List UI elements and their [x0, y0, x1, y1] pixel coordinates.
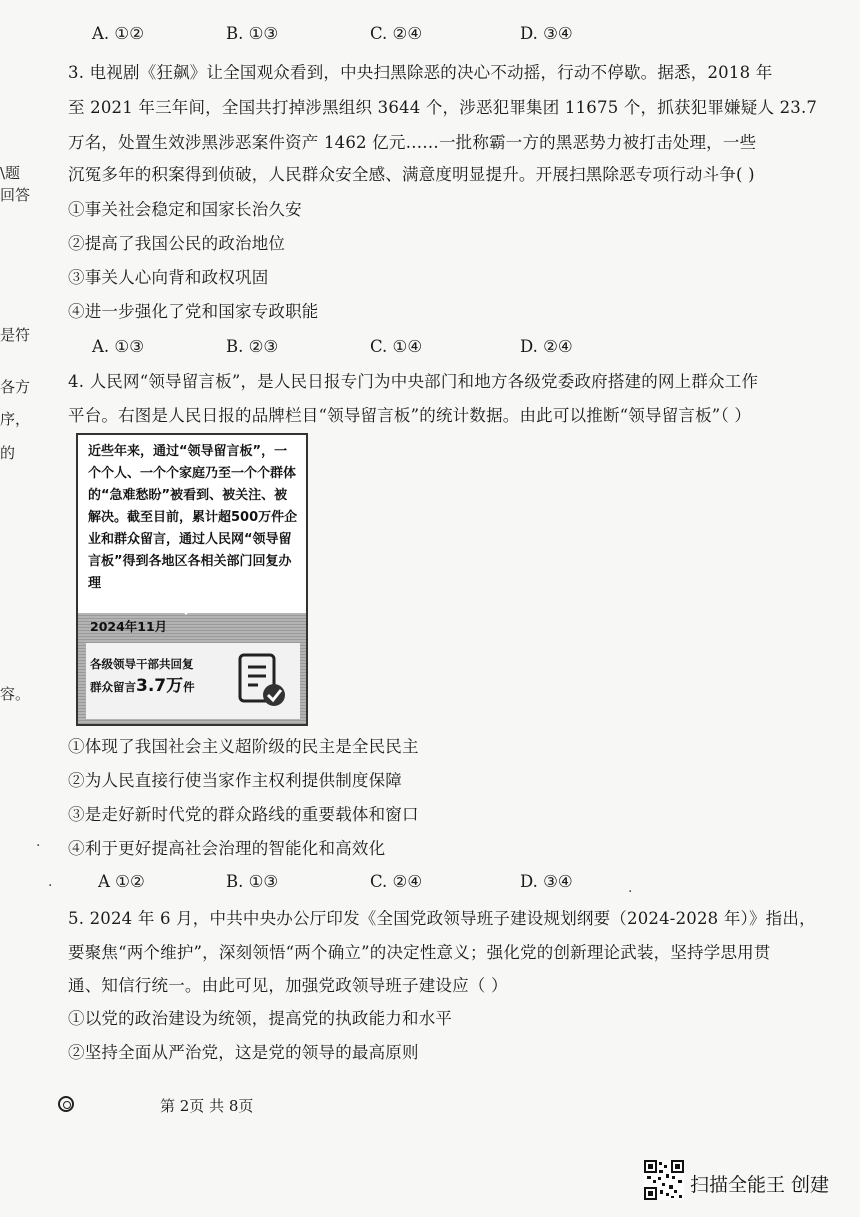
figure-stat-text [90, 653, 240, 698]
stat-prefix: 各级领导干部共回复 [90, 657, 194, 671]
stat-suffix: 件 [183, 680, 195, 694]
option-c: C. ②④ [370, 872, 423, 891]
q4-statement: ④利于更好提高社会治理的智能化和高效化 [68, 839, 386, 858]
speech-bubble-tail [174, 601, 198, 615]
q5-statement: ②坚持全面从严治党，这是党的领导的最高原则 [68, 1043, 419, 1062]
option-a: A. ①② [92, 24, 144, 43]
q5-stem-line: 通、知信行统一。由此可见，加强党政领导班子建设应（ ） [68, 976, 508, 995]
option-b: B. ①③ [226, 24, 279, 43]
q3-stem-line: 至 2021 年三年间，全国共打掉涉黑组织 3644 个，涉恶犯罪集团 11675 个，抓获犯罪嫌疑人 23.7 [68, 98, 818, 117]
page-number: 第 2页 共 8页 [160, 1097, 254, 1115]
q3-stem-line: 沉冤多年的积案得到侦破，人民群众安全感、满意度明显提升。开展扫黑除恶专项行动斗争( ) [68, 165, 755, 184]
margin-fragment: 容。 [0, 685, 31, 703]
q5-stem-line: 要聚焦“两个维护”，深刻领悟“两个确立”的决定性意义；强化党的创新理论武装，坚持学思用贯 [68, 943, 771, 962]
q3-stem-line: 万名，处置生效涉黑涉恶案件资产 1462 亿元……一批称霸一方的黑恶势力被打击处理，一些 [68, 133, 757, 152]
margin-fragment: 的 [0, 444, 16, 462]
option-d: D. ③④ [520, 872, 573, 891]
leader-message-board-figure [76, 433, 308, 726]
option-a: A ①② [98, 872, 145, 891]
q4-stem-line: 4. 人民网“领导留言板”，是人民日报专门为中央部门和地方各级党委政府搭建的网上群众工作 [68, 372, 759, 391]
q4-statement: ②为人民直接行使当家作主权利提供制度保障 [68, 771, 402, 790]
margin-fragment: 回答 [0, 186, 31, 204]
qr-code-icon [644, 1160, 684, 1200]
q3-statement: ②提高了我国公民的政治地位 [68, 234, 286, 253]
figure-description: 近些年来，通过“领导留言板”，一个个人、一个个家庭乃至一个个群体的“急难愁盼”被看到、被关注、被解决。截至目前，累计超500万件企业和群众留言，通过人民网“领导留言板”得到各地区各相关部门回复办理 [88, 444, 298, 591]
stat-mid: 群众留言 [90, 680, 136, 694]
stat-big-number: 3.7万 [136, 676, 184, 696]
scan-speck: · [48, 878, 53, 894]
q3-statement: ④进一步强化了党和国家专政职能 [68, 302, 319, 321]
scan-speck: · [36, 838, 41, 854]
q5-stem-line: 5. 2024 年 6 月，中共中央办公厅印发《全国党政领导班子建设规划纲要（2024-2028 年）》指出， [68, 909, 816, 928]
q3-stem-line: 3. 电视剧《狂飙》让全国观众看到，中央扫黑除恶的决心不动摇，行动不停歇。据悉，2018 年 [68, 63, 773, 82]
q5-statement: ①以党的政治建设为统领，提高党的执政能力和水平 [68, 1009, 453, 1028]
option-a: A. ①③ [92, 337, 144, 356]
footer-circle-icon [58, 1096, 74, 1112]
q4-statement: ①体现了我国社会主义超阶级的民主是全民民主 [68, 737, 419, 756]
figure-date: 2024年11月 [90, 619, 168, 634]
option-d: D. ③④ [520, 24, 573, 43]
margin-fragment: 各方 [0, 378, 31, 396]
q3-statement: ③事关人心向背和政权巩固 [68, 268, 269, 287]
margin-fragment: 序， [0, 410, 31, 428]
option-c: C. ②④ [370, 24, 423, 43]
option-d: D. ②④ [520, 337, 573, 356]
option-b: B. ②③ [226, 337, 279, 356]
option-b: B. ①③ [226, 872, 279, 891]
scanner-watermark: 扫描全能王 创建 [690, 1174, 830, 1196]
q4-stem-line: 平台。右图是人民日报的品牌栏目“领导留言板”的统计数据。由此可以推断“领导留言板”（ ） [68, 406, 752, 425]
q3-statement: ①事关社会稳定和国家长治久安 [68, 200, 302, 219]
q4-statement: ③是走好新时代党的群众路线的重要载体和窗口 [68, 805, 419, 824]
figure-stat-card [86, 643, 300, 719]
margin-fragment: \题 [0, 164, 21, 182]
option-c: C. ①④ [370, 337, 423, 356]
scan-speck: · [628, 884, 633, 900]
document-check-icon [236, 651, 288, 709]
margin-fragment: 是符 [0, 326, 31, 344]
